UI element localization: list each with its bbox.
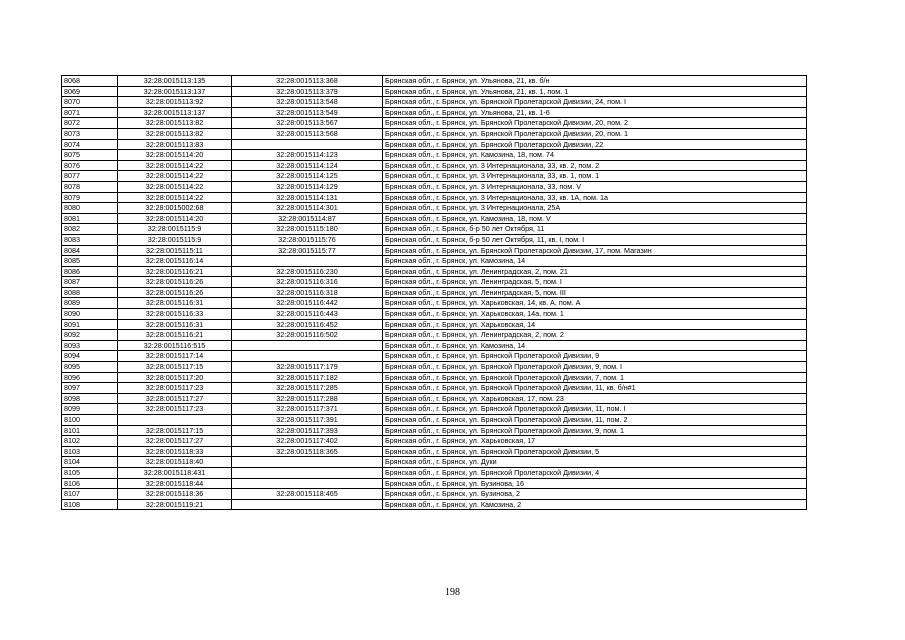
cadastral-number-cell: 32:28:0015117:23 <box>118 404 232 415</box>
address-cell: Брянская обл., г. Брянск, ул. Камозина, 2 <box>383 499 807 510</box>
table-row <box>62 287 807 298</box>
address-cell: Брянская обл., г. Брянск, ул. Ленинградская, 5, пом. III <box>383 287 807 298</box>
address-cell: Брянская обл., г. Брянск, ул. Брянской Пролетарской Дивизии, 20, пом. 1 <box>383 128 807 139</box>
table-row <box>62 171 807 182</box>
cadastral-number-cell: 32:28:0015115:11 <box>118 245 232 256</box>
row-number-cell: 8095 <box>62 362 118 373</box>
address-cell: Брянская обл., г. Брянск, ул. Брянской Пролетарской Дивизии, 5 <box>383 446 807 457</box>
row-number-cell: 8068 <box>62 76 118 87</box>
row-number-cell: 8081 <box>62 213 118 224</box>
premises-cadastral-number-cell: 32:28:0015114:125 <box>232 171 383 182</box>
table-row <box>62 372 807 383</box>
cadastral-number-cell: 32:28:0015119:21 <box>118 499 232 510</box>
cadastral-number-cell: 32:28:0015118:33 <box>118 446 232 457</box>
cadastral-number-cell: 32:28:0015002:68 <box>118 203 232 214</box>
row-number-cell: 8097 <box>62 383 118 394</box>
row-number-cell: 8102 <box>62 436 118 447</box>
row-number-cell: 8079 <box>62 192 118 203</box>
premises-cadastral-number-cell: 32:28:0015113:548 <box>232 97 383 108</box>
address-cell: Брянская обл., г. Брянск, ул. Брянской Пролетарской Дивизии, 9, пом. 1 <box>383 425 807 436</box>
premises-cadastral-number-cell: 32:28:0015115:77 <box>232 245 383 256</box>
table-row <box>62 86 807 97</box>
table-row <box>62 160 807 171</box>
cadastral-number-cell: 32:28:0015116:21 <box>118 266 232 277</box>
address-cell: Брянская обл., г. Брянск, ул. Харьковская, 14 <box>383 319 807 330</box>
table-row <box>62 351 807 362</box>
table-row <box>62 457 807 468</box>
premises-cadastral-number-cell: 32:28:0015117:288 <box>232 393 383 404</box>
address-cell: Брянская обл., г. Брянск, ул. Брянской Пролетарской Дивизии, 11, кв. б/н#1 <box>383 383 807 394</box>
premises-cadastral-number-cell: 32:28:0015116:230 <box>232 266 383 277</box>
table-row <box>62 436 807 447</box>
premises-cadastral-number-cell <box>232 467 383 478</box>
table-row <box>62 107 807 118</box>
row-number-cell: 8084 <box>62 245 118 256</box>
premises-cadastral-number-cell: 32:28:0015117:371 <box>232 404 383 415</box>
premises-cadastral-number-cell <box>232 351 383 362</box>
row-number-cell: 8070 <box>62 97 118 108</box>
row-number-cell: 8074 <box>62 139 118 150</box>
address-cell: Брянская обл., г. Брянск, ул. Ленинградская, 2, пом. 21 <box>383 266 807 277</box>
cadastral-number-cell: 32:28:0015117:15 <box>118 362 232 373</box>
premises-cadastral-number-cell: 32:28:0015114:124 <box>232 160 383 171</box>
table-row <box>62 446 807 457</box>
cadastral-number-cell: 32:28:0015118:44 <box>118 478 232 489</box>
address-cell: Брянская обл., г. Брянск, ул. Харьковская, 14, кв. А, пом. А <box>383 298 807 309</box>
row-number-cell: 8098 <box>62 393 118 404</box>
row-number-cell: 8089 <box>62 298 118 309</box>
premises-cadastral-number-cell: 32:28:0015118:365 <box>232 446 383 457</box>
address-cell: Брянская обл., г. Брянск, ул. Ульянова, 21, кв. б/н <box>383 76 807 87</box>
table-row <box>62 192 807 203</box>
address-cell: Брянская обл., г. Брянск, ул. Харьковская, 14а, пом. 1 <box>383 309 807 320</box>
address-cell: Брянская обл., г. Брянск, ул. 3 Интернационала, 25А <box>383 203 807 214</box>
row-number-cell: 8069 <box>62 86 118 97</box>
cadastral-number-cell: 32:28:0015113:82 <box>118 118 232 129</box>
table-row <box>62 76 807 87</box>
row-number-cell: 8080 <box>62 203 118 214</box>
address-cell: Брянская обл., г. Брянск, ул. 3 Интернационала, 33, кв. 1, пом. 1 <box>383 171 807 182</box>
property-table <box>61 75 807 510</box>
table-row <box>62 245 807 256</box>
cadastral-number-cell: 32:28:0015114:22 <box>118 160 232 171</box>
cadastral-number-cell: 32:28:0015116:31 <box>118 298 232 309</box>
row-number-cell: 8086 <box>62 266 118 277</box>
premises-cadastral-number-cell: 32:28:0015114:123 <box>232 150 383 161</box>
premises-cadastral-number-cell <box>232 340 383 351</box>
table-row <box>62 150 807 161</box>
address-cell: Брянская обл., г. Брянск, ул. Брянской Пролетарской Дивизии, 7, пом. 1 <box>383 372 807 383</box>
address-cell: Брянская обл., г. Брянск, б-р 50 лет Октября, 11 <box>383 224 807 235</box>
cadastral-number-cell: 32:28:0015118:40 <box>118 457 232 468</box>
cadastral-number-cell: 32:28:0015116:14 <box>118 256 232 267</box>
premises-cadastral-number-cell: 32:28:0015113:368 <box>232 76 383 87</box>
row-number-cell: 8107 <box>62 489 118 500</box>
address-cell: Брянская обл., г. Брянск, ул. Брянской Пролетарской Дивизии, 11, пом. I <box>383 404 807 415</box>
address-cell: Брянская обл., г. Брянск, ул. Ульянова, 21, кв. 1-6 <box>383 107 807 118</box>
premises-cadastral-number-cell: 32:28:0015113:379 <box>232 86 383 97</box>
table-row <box>62 467 807 478</box>
cadastral-number-cell: 32:28:0015117:20 <box>118 372 232 383</box>
premises-cadastral-number-cell <box>232 256 383 267</box>
cadastral-number-cell: 32:28:0015116:21 <box>118 330 232 341</box>
row-number-cell: 8075 <box>62 150 118 161</box>
cadastral-number-cell: 32:28:0015116:26 <box>118 287 232 298</box>
cadastral-number-cell <box>118 415 232 426</box>
row-number-cell: 8103 <box>62 446 118 457</box>
table-row <box>62 97 807 108</box>
row-number-cell: 8077 <box>62 171 118 182</box>
row-number-cell: 8090 <box>62 309 118 320</box>
row-number-cell: 8091 <box>62 319 118 330</box>
cadastral-number-cell: 32:28:0015114:22 <box>118 192 232 203</box>
cadastral-number-cell: 32:28:0015117:27 <box>118 436 232 447</box>
cadastral-number-cell: 32:28:0015115:9 <box>118 224 232 235</box>
row-number-cell: 8076 <box>62 160 118 171</box>
cadastral-number-cell: 32:28:0015118:431 <box>118 467 232 478</box>
address-cell: Брянская обл., г. Брянск, ул. Дуки <box>383 457 807 468</box>
premises-cadastral-number-cell <box>232 478 383 489</box>
cadastral-number-cell: 32:28:0015114:20 <box>118 213 232 224</box>
row-number-cell: 8099 <box>62 404 118 415</box>
premises-cadastral-number-cell <box>232 457 383 468</box>
cadastral-number-cell: 32:28:0015116:26 <box>118 277 232 288</box>
premises-cadastral-number-cell: 32:28:0015117:391 <box>232 415 383 426</box>
table-row <box>62 330 807 341</box>
cadastral-number-cell: 32:28:0015117:15 <box>118 425 232 436</box>
row-number-cell: 8094 <box>62 351 118 362</box>
table-row <box>62 118 807 129</box>
address-cell: Брянская обл., г. Брянск, ул. Ленинградская, 2, пом. 2 <box>383 330 807 341</box>
address-cell: Брянская обл., г. Брянск, ул. Бузинова, 2 <box>383 489 807 500</box>
address-cell: Брянская обл., г. Брянск, ул. Камозина, 18, пом. V <box>383 213 807 224</box>
cadastral-number-cell: 32:28:0015117:14 <box>118 351 232 362</box>
premises-cadastral-number-cell <box>232 139 383 150</box>
table-row <box>62 393 807 404</box>
table-row <box>62 266 807 277</box>
cadastral-number-cell: 32:28:0015113:82 <box>118 128 232 139</box>
premises-cadastral-number-cell: 32:28:0015116:318 <box>232 287 383 298</box>
address-cell: Брянская обл., г. Брянск, ул. 3 Интернационала, 33, пом. V <box>383 181 807 192</box>
address-cell: Брянская обл., г. Брянск, ул. Бузинова, 16 <box>383 478 807 489</box>
row-number-cell: 8108 <box>62 499 118 510</box>
address-cell: Брянская обл., г. Брянск, ул. Брянской Пролетарской Дивизии, 20, пом. 2 <box>383 118 807 129</box>
table-row <box>62 298 807 309</box>
row-number-cell: 8105 <box>62 467 118 478</box>
cadastral-number-cell: 32:28:0015113:92 <box>118 97 232 108</box>
cadastral-number-cell: 32:28:0015114:22 <box>118 181 232 192</box>
row-number-cell: 8082 <box>62 224 118 235</box>
row-number-cell: 8106 <box>62 478 118 489</box>
address-cell: Брянская обл., г. Брянск, ул. Харьковская, 17 <box>383 436 807 447</box>
table-row <box>62 362 807 373</box>
premises-cadastral-number-cell: 32:28:0015114:301 <box>232 203 383 214</box>
premises-cadastral-number-cell: 32:28:0015115:180 <box>232 224 383 235</box>
address-cell: Брянская обл., г. Брянск, ул. Брянской Пролетарской Дивизии, 4 <box>383 467 807 478</box>
table-row <box>62 181 807 192</box>
row-number-cell: 8085 <box>62 256 118 267</box>
table-row <box>62 203 807 214</box>
table-row <box>62 415 807 426</box>
row-number-cell: 8087 <box>62 277 118 288</box>
address-cell: Брянская обл., г. Брянск, ул. Камозина, 14 <box>383 256 807 267</box>
table-row <box>62 234 807 245</box>
premises-cadastral-number-cell: 32:28:0015116:502 <box>232 330 383 341</box>
address-cell: Брянская обл., г. Брянск, б-р 50 лет Октября, 11, кв. I, пом. I <box>383 234 807 245</box>
row-number-cell: 8104 <box>62 457 118 468</box>
address-cell: Брянская обл., г. Брянск, ул. Брянской Пролетарской Дивизии, 24, пом. I <box>383 97 807 108</box>
premises-cadastral-number-cell: 32:28:0015113:549 <box>232 107 383 118</box>
cadastral-number-cell: 32:28:0015116:515 <box>118 340 232 351</box>
row-number-cell: 8073 <box>62 128 118 139</box>
table-row <box>62 489 807 500</box>
table-row <box>62 128 807 139</box>
row-number-cell: 8096 <box>62 372 118 383</box>
cadastral-number-cell: 32:28:0015118:36 <box>118 489 232 500</box>
address-cell: Брянская обл., г. Брянск, ул. Брянской Пролетарской Дивизии, 17, пом. Магазин <box>383 245 807 256</box>
address-cell: Брянская обл., г. Брянск, ул. Камозина, 18, пом. 74 <box>383 150 807 161</box>
row-number-cell: 8071 <box>62 107 118 118</box>
table-row <box>62 139 807 150</box>
address-cell: Брянская обл., г. Брянск, ул. Ульянова, 21, кв. 1, пом. 1 <box>383 86 807 97</box>
table-row <box>62 499 807 510</box>
premises-cadastral-number-cell: 32:28:0015113:568 <box>232 128 383 139</box>
cadastral-number-cell: 32:28:0015114:22 <box>118 171 232 182</box>
row-number-cell: 8092 <box>62 330 118 341</box>
table-row <box>62 277 807 288</box>
table-row <box>62 404 807 415</box>
address-cell: Брянская обл., г. Брянск, ул. Харьковская, 17, пом. 23 <box>383 393 807 404</box>
row-number-cell: 8093 <box>62 340 118 351</box>
cadastral-number-cell: 32:28:0015117:23 <box>118 383 232 394</box>
premises-cadastral-number-cell: 32:28:0015114:129 <box>232 181 383 192</box>
cadastral-number-cell: 32:28:0015116:33 <box>118 309 232 320</box>
page-number: 198 <box>445 587 460 598</box>
premises-cadastral-number-cell: 32:28:0015115:76 <box>232 234 383 245</box>
property-table-body <box>62 76 807 510</box>
premises-cadastral-number-cell: 32:28:0015116:452 <box>232 319 383 330</box>
cadastral-number-cell: 32:28:0015113:135 <box>118 76 232 87</box>
row-number-cell: 8088 <box>62 287 118 298</box>
premises-cadastral-number-cell: 32:28:0015117:179 <box>232 362 383 373</box>
table-row <box>62 383 807 394</box>
row-number-cell: 8083 <box>62 234 118 245</box>
cadastral-number-cell: 32:28:0015113:83 <box>118 139 232 150</box>
row-number-cell: 8078 <box>62 181 118 192</box>
row-number-cell: 8072 <box>62 118 118 129</box>
table-row <box>62 309 807 320</box>
cadastral-number-cell: 32:28:0015115:9 <box>118 234 232 245</box>
cadastral-number-cell: 32:28:0015117:27 <box>118 393 232 404</box>
address-cell: Брянская обл., г. Брянск, ул. Брянской Пролетарской Дивизии, 22 <box>383 139 807 150</box>
table-row <box>62 213 807 224</box>
cadastral-number-cell: 32:28:0015116:31 <box>118 319 232 330</box>
premises-cadastral-number-cell: 32:28:0015114:87 <box>232 213 383 224</box>
row-number-cell: 8100 <box>62 415 118 426</box>
table-row <box>62 224 807 235</box>
premises-cadastral-number-cell: 32:28:0015116:316 <box>232 277 383 288</box>
address-cell: Брянская обл., г. Брянск, ул. 3 Интернационала, 33, кв. 2, пом. 2 <box>383 160 807 171</box>
premises-cadastral-number-cell: 32:28:0015116:442 <box>232 298 383 309</box>
address-cell: Брянская обл., г. Брянск, ул. Брянской Пролетарской Дивизии, 9 <box>383 351 807 362</box>
address-cell: Брянская обл., г. Брянск, ул. Брянской Пролетарской Дивизии, 9, пом. I <box>383 362 807 373</box>
premises-cadastral-number-cell: 32:28:0015117:182 <box>232 372 383 383</box>
premises-cadastral-number-cell <box>232 499 383 510</box>
row-number-cell: 8101 <box>62 425 118 436</box>
premises-cadastral-number-cell: 32:28:0015117:402 <box>232 436 383 447</box>
address-cell: Брянская обл., г. Брянск, ул. Брянской Пролетарской Дивизии, 11, пом. 2 <box>383 415 807 426</box>
table-row <box>62 256 807 267</box>
cadastral-number-cell: 32:28:0015113:137 <box>118 86 232 97</box>
premises-cadastral-number-cell: 32:28:0015113:567 <box>232 118 383 129</box>
address-cell: Брянская обл., г. Брянск, ул. Камозина, 14 <box>383 340 807 351</box>
premises-cadastral-number-cell: 32:28:0015117:285 <box>232 383 383 394</box>
table-row <box>62 478 807 489</box>
cadastral-number-cell: 32:28:0015113:137 <box>118 107 232 118</box>
cadastral-number-cell: 32:28:0015114:20 <box>118 150 232 161</box>
premises-cadastral-number-cell: 32:28:0015116:443 <box>232 309 383 320</box>
table-row <box>62 340 807 351</box>
table-row <box>62 425 807 436</box>
premises-cadastral-number-cell: 32:28:0015114:131 <box>232 192 383 203</box>
address-cell: Брянская обл., г. Брянск, ул. Ленинградская, 5, пом. I <box>383 277 807 288</box>
premises-cadastral-number-cell: 32:28:0015118:465 <box>232 489 383 500</box>
table-row <box>62 319 807 330</box>
address-cell: Брянская обл., г. Брянск, ул. 3 Интернационала, 33, кв. 1А, пом. 1а <box>383 192 807 203</box>
premises-cadastral-number-cell: 32:28:0015117:393 <box>232 425 383 436</box>
